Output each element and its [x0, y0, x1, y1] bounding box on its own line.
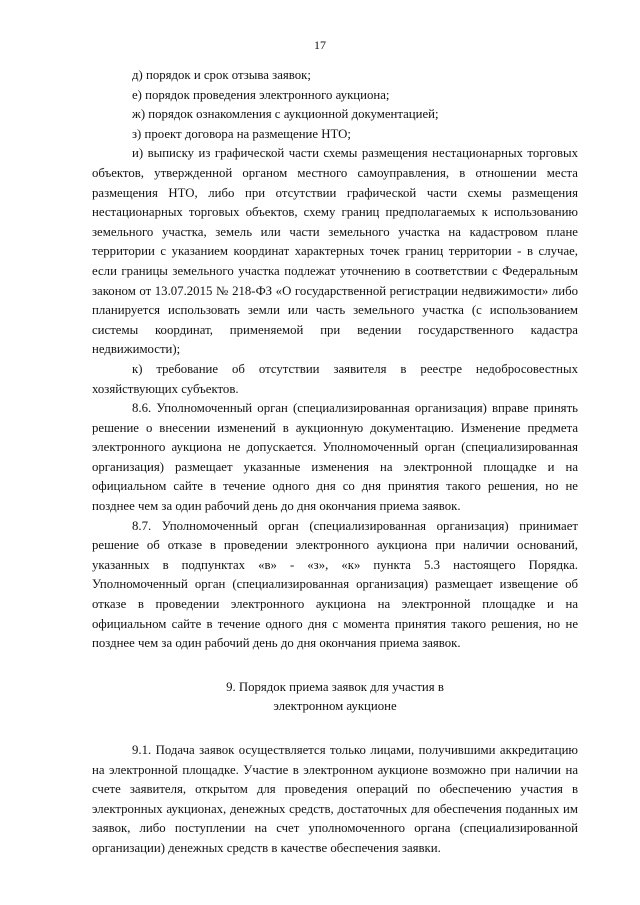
section-9-title-line-1: 9. Порядок приема заявок для участия в [226, 679, 444, 694]
paragraph-8-6: 8.6. Уполномоченный орган (специализированная организация) вправе принять решение о внесении изменений в аукционную документацию. Изменение предмета электронного аукциона не допускается. Уполномоченный орган (специализированная организация) размещает указанные изменения на электронной площадке и на официальном сайте в течение одного дня со дня принятия такого решения, но не позднее чем за один рабочий день до дня окончания приема заявок. [92, 401, 578, 514]
list-item-i: и) выписку из графической части схемы размещения нестационарных торговых объектов, утвержденной органом местного самоуправления, в отношении места размещения НТО, либо при отсутствии графической части схемы размещения нестационарных торговых объектов, схему границ предполагаемых к использованию земельного участка, земель или части земельного участка на кадастровом плане территории с указанием координат характерных точек границ территории - в случае, если границы земельного участка подлежат уточнению в соответствии с Федеральным законом от 13.07.2015 № 218-ФЗ «О государственной регистрации недвижимости» либо планируется использовать земли или часть земельного участка (с использованием системы координат, применяемой при ведении государственного кадастра недвижимости); [92, 146, 578, 357]
section-9-title [92, 678, 578, 717]
page-number: 17 [314, 38, 326, 52]
list-item-d: д) порядок и срок отзыва заявок; [132, 68, 311, 82]
paragraph-8-7: 8.7. Уполномоченный орган (специализированная организация) принимает решение об отказе в проведении электронного аукциона при наличии оснований, указанных в подпунктах «в» - «з», «к» пункта 5.3 настоящего Порядка. Уполномоченный орган (специализированная организация) размещает извещение об отказе в проведении электронного аукциона на электронной площадке и на официальном сайте в течение одного дня с момента принятия такого решения, но не позднее чем за один рабочий день до дня окончания приема заявок. [92, 518, 578, 651]
section-9-title-line-2: электронном аукционе [273, 699, 397, 714]
list-item-e: е) порядок проведения электронного аукциона; [132, 87, 390, 102]
document-body [92, 66, 578, 859]
paragraph-9-1: 9.1. Подача заявок осуществляется только лицами, получившими аккредитацию на электронной площадке. Участие в электронном аукционе возможно при наличии на счете заявителя, открытом для проведения операций по обеспечению участия в электронных аукционах, денежных средств, достаточных для обеспечения поданных им заявок, либо поступлении на счет уполномоченного органа (специализированной организации) денежных средств в качестве обеспечения заявки. [92, 743, 578, 855]
list-item-k: к) требование об отсутствии заявителя в реестре недобросовестных хозяйствующих субъектов. [92, 361, 578, 396]
list-item-z: з) проект договора на размещение НТО; [132, 126, 351, 141]
list-item-zh: ж) порядок ознакомления с аукционной документацией; [132, 107, 439, 122]
